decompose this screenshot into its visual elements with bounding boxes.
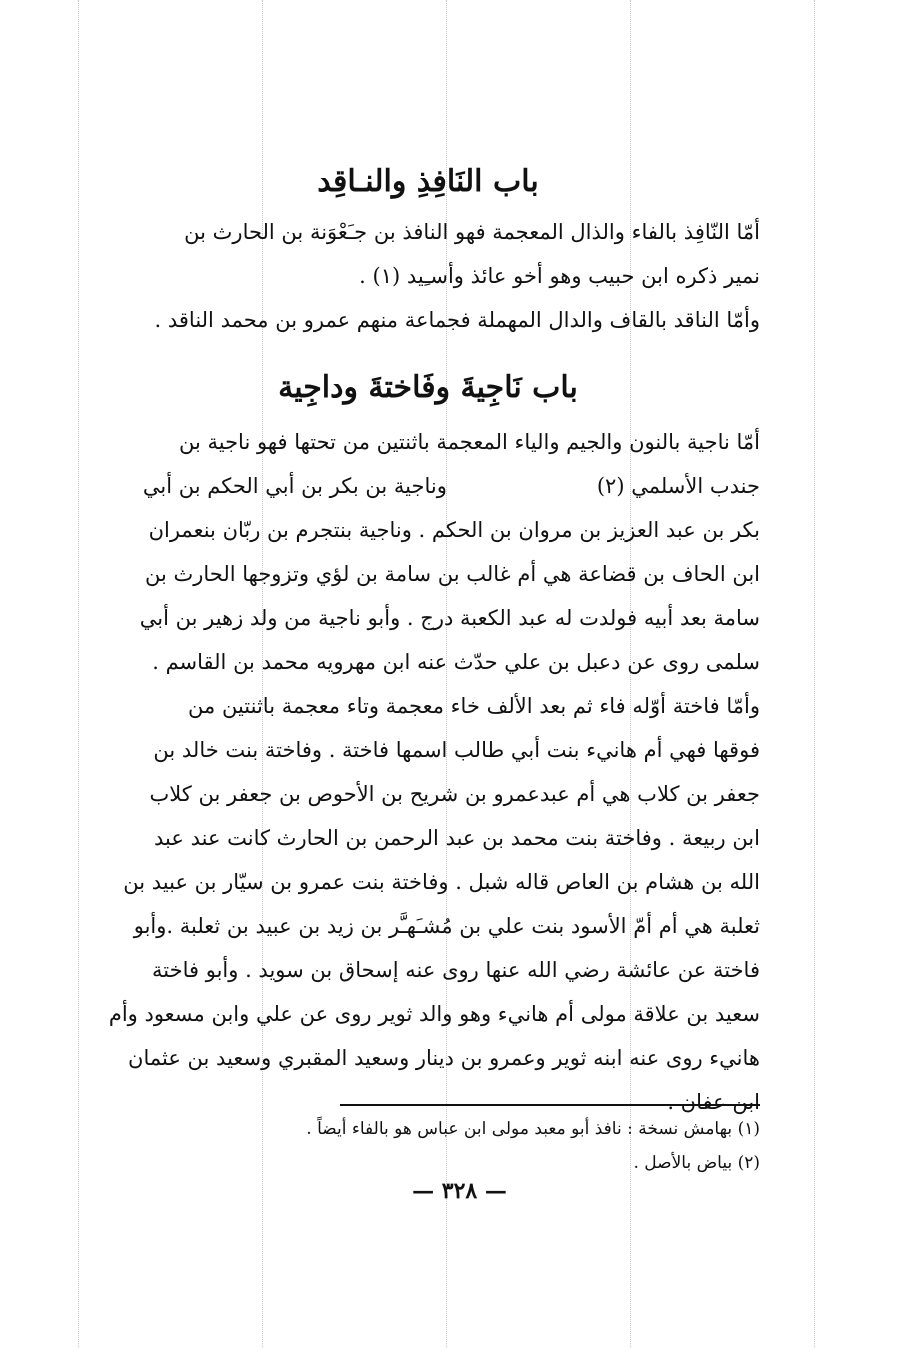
- text-line: سامة بعد أبيه فولدت له عبد الكعبة درج . وأبو ناجية من ولد زهير بن أبي: [139, 606, 760, 630]
- text-line: ابن عفان .: [667, 1090, 760, 1114]
- text-line: وأمّا الناقد بالقاف والدال المهملة فجماعة منهم عمرو بن محمد الناقد .: [154, 308, 760, 332]
- text-line: نمير ذكره ابن حبيب وهو أخو عائذ وأسـِيد (١) .: [359, 264, 760, 288]
- text-line: سعيد بن علاقة مولى أم هانيء وهو والد ثوير روى عن علي وابن مسعود وأم: [108, 1002, 760, 1026]
- text-line: فاختة عن عائشة رضي الله عنها روى عنه إسحاق بن سويد . وأبو فاختة: [152, 958, 760, 982]
- text-line: جعفر بن كلاب هي أم عبدعمرو بن شريح بن الأحوص بن جعفر بن كلاب: [149, 782, 760, 806]
- footnote-2: (٢) بياض بالأصل .: [633, 1153, 760, 1173]
- guide-line: [814, 0, 815, 1348]
- text-line: [96, 464, 760, 508]
- page-number: — ٣٢٨ —: [412, 1178, 507, 1204]
- footnotes: [96, 1112, 760, 1180]
- text-line: أمّا النّافِذ بالفاء والذال المعجمة فهو النافذ بن جـَعْوَنة بن الحارث بن: [184, 220, 760, 244]
- section-najiya-text: [96, 420, 760, 1124]
- text-fragment: وناجية بن بكر بن أبي الحكم بن أبي: [142, 474, 447, 498]
- text-line: سلمى روى عن دعبل بن علي حدّث عنه ابن مهرويه محمد بن القاسم .: [152, 650, 760, 674]
- guide-line: [78, 0, 79, 1348]
- text-line: ابن ربيعة . وفاختة بنت محمد بن عبد الرحمن بن الحارث كانت عند عبد: [154, 826, 760, 850]
- footnote-1: (١) بهامش نسخة : نافذ أبو معبد مولى ابن عباس هو بالفاء أيضاً .: [306, 1119, 760, 1139]
- text-line: ابن الحاف بن قضاعة هي أم غالب بن سامة بن لؤي وتزوجها الحارث بن: [144, 562, 760, 586]
- text-line: هانيء روى عنه ابنه ثوير وعمرو بن دينار وسعيد المقبري وسعيد بن عثمان: [128, 1046, 760, 1070]
- section-nafidh-text: [96, 210, 760, 342]
- text-line: بكر بن عبد العزيز بن مروان بن الحكم . وناجية بنتجرم بن ربّان بنعمران: [148, 518, 760, 542]
- text-line: أمّا ناجية بالنون والجيم والياء المعجمة باثنتين من تحتها فهو ناجية بن: [178, 430, 760, 454]
- text-line: الله بن هشام بن العاص قاله شبل . وفاختة بنت عمرو بن سيّار بن عبيد بن: [123, 870, 760, 894]
- page-body: [96, 150, 760, 1124]
- section-title-najiya: باب نَاجِيةَ وفَاختةَ وداجِية: [278, 370, 578, 405]
- text-line: وأمّا فاختة أوّله فاء ثم بعد الألف خاء معجمة وتاء معجمة باثنتين من: [188, 694, 760, 718]
- text-line: ثعلبة هي أم أمّ الأسود بنت علي بن مُشـَهـَّر بن زيد بن عبيد بن ثعلبة .وأبو: [133, 914, 760, 938]
- footnote-divider: [340, 1104, 760, 1106]
- section-title-nafidh: باب النَافِذِ والنـاقِد: [317, 164, 539, 199]
- text-fragment: جندب الأسلمي (٢): [596, 474, 760, 498]
- text-line: فوقها فهي أم هانيء بنت أبي طالب اسمها فاختة . وفاختة بنت خالد بن: [153, 738, 760, 762]
